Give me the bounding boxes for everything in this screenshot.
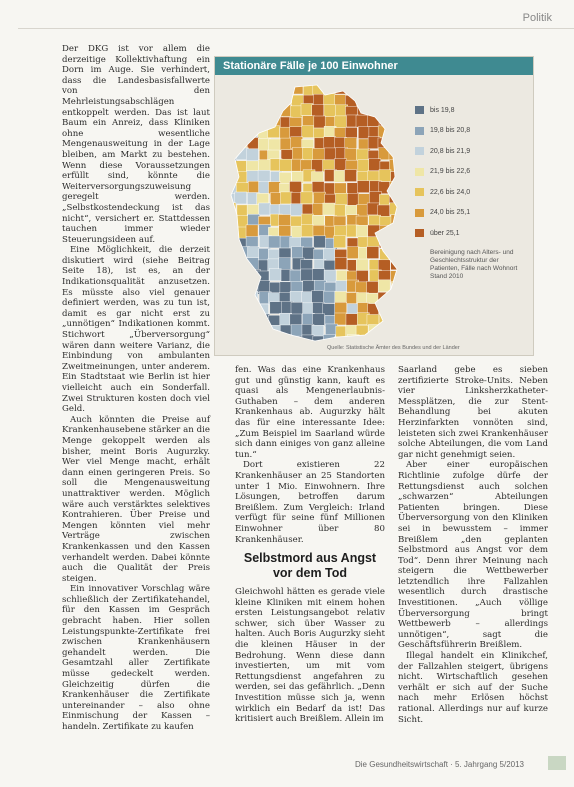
map-region bbox=[335, 302, 347, 314]
map-region bbox=[323, 335, 335, 345]
map-region bbox=[246, 105, 258, 117]
map-region bbox=[400, 193, 412, 205]
map-region bbox=[269, 93, 281, 105]
paragraph: fen. Was das eine Krankenhaus gut und günstig kann, kauft es quasi als Mengenerlaubnis-Guthaben – dem anderen Krankenhaus ab. Augurzky hält das für eine interessante Idee: „Zum Beispiel im Saarland würde sich dann einiges von ganz alleine tun.“ bbox=[235, 365, 385, 460]
map-region bbox=[236, 281, 248, 293]
map-region bbox=[401, 336, 413, 345]
map-region bbox=[225, 93, 236, 105]
map-region bbox=[401, 315, 413, 327]
map-region bbox=[356, 259, 368, 271]
map-region bbox=[356, 225, 368, 237]
map-legend bbox=[415, 105, 527, 281]
map-region bbox=[312, 291, 324, 303]
map-region bbox=[225, 127, 236, 139]
map-region bbox=[279, 258, 291, 270]
map-region bbox=[301, 269, 313, 281]
legend-swatch bbox=[415, 147, 424, 155]
map-region bbox=[400, 215, 412, 227]
legend-item bbox=[415, 146, 527, 156]
map-region bbox=[400, 148, 412, 160]
legend-label: 22,6 bis 24,0 bbox=[430, 188, 471, 196]
map-region bbox=[280, 192, 292, 204]
map-region bbox=[290, 106, 302, 118]
legend-item bbox=[415, 126, 527, 136]
map-region bbox=[389, 105, 401, 117]
map-region bbox=[247, 258, 259, 270]
map-region bbox=[247, 302, 259, 314]
legend-swatch bbox=[415, 168, 424, 176]
map-region bbox=[248, 117, 260, 129]
map-region bbox=[280, 159, 292, 171]
map-figure bbox=[214, 56, 534, 356]
legend-label: 19,8 bis 20,8 bbox=[430, 127, 471, 134]
map-region bbox=[313, 314, 325, 326]
map-region bbox=[335, 291, 347, 303]
map-region bbox=[235, 104, 247, 116]
map-region bbox=[400, 291, 412, 303]
map-region bbox=[391, 281, 403, 293]
map-region bbox=[391, 336, 403, 345]
page-footer: Die Gesundheitswirtschaft · 5. Jahrgang 5/2013 bbox=[355, 760, 524, 769]
map-region bbox=[345, 170, 357, 182]
article-column-1 bbox=[62, 44, 210, 733]
map-region bbox=[390, 236, 402, 248]
map-region bbox=[334, 170, 346, 182]
figure-title: Stationäre Fälle je 100 Einwohner bbox=[215, 57, 533, 75]
map-region bbox=[247, 138, 259, 150]
map-region bbox=[246, 225, 258, 237]
map-region bbox=[378, 280, 390, 292]
map-region bbox=[402, 304, 414, 316]
map-region bbox=[248, 214, 260, 226]
header-rule bbox=[18, 28, 574, 29]
map-region bbox=[226, 249, 238, 261]
map-region bbox=[379, 170, 391, 182]
map-region bbox=[389, 326, 401, 338]
map-region bbox=[401, 126, 413, 138]
legend-item bbox=[415, 105, 527, 115]
map-region bbox=[356, 83, 368, 94]
map-region bbox=[246, 127, 258, 139]
map-region bbox=[313, 225, 325, 237]
map-region bbox=[301, 225, 313, 237]
page-number-box bbox=[548, 756, 566, 770]
map-region bbox=[378, 335, 390, 345]
map-region bbox=[303, 247, 315, 259]
paragraph: Der DKG ist vor allem die derzeitige Kollektivhaftung ein Dorn im Auge. Sie verhindert, dass die Landesbasisfallwerte von den Mehrleistungsabschlägen entkoppelt werden. Das ist laut Baum ein Anreiz, dass Kliniken ohne wesentliche Mengenausweitung in der Lage bleiben, am Markt zu bestehen. Wenn diese Voraussetzungen erfüllt sind, könnte die Weiterversorgungszuweisung geregelt werden. „Selbstkostendeckung ist das nicht“, versichert er. Stattdessen tauchen immer wieder Steuerungsideen auf. bbox=[62, 44, 210, 245]
paragraph: Saarland gebe es sieben zertifizierte Stroke-Units. Neben vier Linksherzkatheter-Messplätzen, die zur Stent-Behandlung bei akuten Herzinfarkten vonnöten sind, leisteten sich zwei Krankenhäuser solche Abteilungen, die vom Land gar nicht genehmigt seien. bbox=[398, 365, 548, 460]
map-region bbox=[225, 280, 236, 292]
map-region bbox=[301, 214, 313, 226]
paragraph: Gleichwohl hätten es gerade viele kleine Kliniken mit einem hohen ersten Leistungsangebot relativ schwer, sich über Wasser zu halten. Auch Boris Augurzky sieht die kleinen Häuser in der Bedrohung. Wenn diese dann investierten, um mit vom Rettungsdienst angefahren zu werden, sei das gefährlich. „Denn Investition müsse sich ja, wenn wirklich ein Bedarf da ist! Das kritisiert auch Breißlem. Allein im bbox=[235, 587, 385, 725]
map-region bbox=[401, 105, 413, 117]
map-region bbox=[389, 116, 401, 128]
map-region bbox=[380, 94, 392, 106]
map-region bbox=[292, 247, 304, 259]
map-region bbox=[236, 83, 248, 95]
map-region bbox=[237, 117, 249, 129]
article-column-2 bbox=[235, 365, 385, 725]
map-region bbox=[237, 302, 249, 314]
map-region bbox=[324, 137, 336, 149]
map-region bbox=[226, 227, 238, 239]
map-region bbox=[226, 258, 238, 270]
map-region bbox=[324, 105, 336, 117]
paragraph: Auch könnten die Preise auf Krankenhausebene stärker an die Menge gekoppelt werden als bisher, meint Boris Augurzky. Wer viel Menge macht, erhält dann einen geringeren Preis. So soll die Mengenausweitung unattraktiver werden. Möglich wäre auch verstärktes selektives Kontrahieren. Über Preise und Mengen könnten viel mehr Verträge zwischen Krankenkassen und den Kassen verhandelt werden. Dabei könnte auch die Qualität der Preis steigen. bbox=[62, 414, 210, 584]
legend-label: über 25,1 bbox=[430, 229, 460, 237]
map-region bbox=[268, 236, 280, 248]
map-region bbox=[291, 302, 303, 314]
map-region bbox=[358, 160, 370, 172]
map-region bbox=[268, 104, 280, 116]
map-region bbox=[247, 247, 259, 259]
legend-label: 21,9 bis 22,6 bbox=[430, 168, 471, 175]
map-region bbox=[334, 204, 346, 216]
paragraph: Dort existieren 22 Krankenhäuser an 25 Standorten unter 1 Mio. Einwohnern. Ihre Lösungen, betroffen darum Breißlem. Zum Vergleich: Irland verfügt für seine fünf Millionen Einwohner über 80 Krankenhäuser. bbox=[235, 460, 385, 545]
map-region bbox=[225, 83, 237, 94]
map-region bbox=[312, 105, 324, 117]
map-region bbox=[301, 192, 313, 204]
map-region bbox=[367, 95, 379, 107]
legend-label: 24,0 bis 25,1 bbox=[430, 209, 471, 216]
map-region bbox=[258, 117, 270, 129]
map-region bbox=[389, 160, 401, 172]
map-region bbox=[313, 148, 325, 160]
map-region bbox=[391, 271, 403, 283]
map-region bbox=[247, 324, 259, 336]
map-region bbox=[225, 161, 237, 173]
map-region bbox=[390, 249, 402, 261]
map-region bbox=[290, 181, 302, 193]
map-region bbox=[357, 181, 369, 193]
map-region bbox=[413, 336, 415, 345]
map-region bbox=[402, 325, 414, 337]
map-region bbox=[268, 83, 280, 95]
map-region bbox=[413, 313, 415, 325]
map-region bbox=[246, 336, 258, 345]
map-region bbox=[257, 337, 269, 345]
map-region bbox=[246, 94, 258, 106]
map-region bbox=[226, 116, 238, 128]
map-region bbox=[280, 138, 292, 150]
legend-swatch bbox=[415, 188, 424, 196]
map-region bbox=[323, 248, 335, 260]
map-region bbox=[279, 215, 291, 227]
map-region bbox=[334, 236, 346, 248]
map-region bbox=[389, 138, 401, 150]
map-region bbox=[400, 172, 412, 184]
map-region bbox=[258, 95, 270, 107]
legend-label: 20,8 bis 21,9 bbox=[430, 147, 471, 155]
map-region bbox=[247, 171, 259, 183]
map-region bbox=[258, 138, 270, 150]
map-region bbox=[367, 281, 379, 293]
map-region bbox=[367, 247, 379, 259]
map-region bbox=[258, 324, 270, 336]
legend-note: Bereinigung nach Alters- und Geschlechtsstruktur der Patienten, Fälle nach Wohnort Stand 2010 bbox=[430, 248, 518, 280]
map-region bbox=[368, 83, 380, 95]
map-region bbox=[389, 302, 401, 314]
map-region bbox=[400, 93, 412, 105]
map-region bbox=[391, 215, 403, 227]
map-region bbox=[290, 270, 302, 282]
legend-item bbox=[415, 167, 527, 177]
legend-label: bis 19,8 bbox=[430, 106, 455, 114]
legend-swatch bbox=[415, 209, 424, 217]
map-region bbox=[236, 313, 248, 325]
legend-item bbox=[415, 208, 527, 218]
map-region bbox=[347, 194, 359, 206]
map-region bbox=[237, 94, 249, 106]
legend-swatch bbox=[415, 106, 424, 114]
map-region bbox=[356, 115, 368, 127]
map-region bbox=[411, 325, 415, 337]
legend-item bbox=[415, 187, 527, 197]
map-region bbox=[413, 293, 415, 305]
figure-source: Quelle: Statistische Ämter des Bundes und der Länder bbox=[327, 345, 460, 351]
article-column-3 bbox=[398, 365, 548, 725]
map-region bbox=[235, 227, 247, 239]
legend-swatch bbox=[415, 229, 424, 237]
map-region bbox=[248, 83, 260, 95]
paragraph: Aber einer europäischen Richtlinie zufolge dürfe der Rettungsdienst auch solchen „schwarzen“ Abteilungen Patienten bringen. Diese Überversorgung von den Kliniken sei in bewusstem – immer Breißlem „den geplanten Selbstmord aus Angst vor dem Tod“. Denn ihrer Meinung nach steigern die Wettbewerber letztendlich ihre Fallzahlen wesentlich durch drastische Investitionen. „Auch völlige Überversorgung bringt Wettbewerb – allerdings unnötigen“, sagt die Geschäftsführerin Breißlem. bbox=[398, 460, 548, 651]
paragraph: Ein innovativer Vorschlag wäre schließlich der Zertifikatehandel, für den Kassen im Gespräch gebracht haben. Hier sollen Leistungspunkte-Zertifikate frei zwischen Krankenhäusern gehandelt werden. Die Gesamtzahl aller Zertifikate müsse gedeckelt werden. Gleichzeitig dürfen die Krankenhäuser die Zertifikate untereinander – also ohne Einmischung der Kassen – handeln. Zertifikate zu kaufen bbox=[62, 584, 210, 732]
map-region bbox=[367, 337, 379, 345]
map-region bbox=[367, 203, 379, 215]
map-region bbox=[259, 203, 271, 215]
map-region bbox=[269, 182, 281, 194]
map-region bbox=[324, 291, 336, 303]
map-region bbox=[402, 258, 414, 270]
map-region bbox=[226, 271, 238, 283]
map-region bbox=[389, 95, 401, 107]
map-region bbox=[269, 269, 281, 281]
map-region bbox=[279, 225, 291, 237]
germany-choropleth-map bbox=[225, 83, 415, 345]
map-region bbox=[226, 104, 238, 116]
map-region bbox=[226, 304, 238, 316]
map-region bbox=[390, 83, 402, 94]
map-region bbox=[236, 259, 248, 271]
map-region bbox=[257, 84, 269, 96]
map-region bbox=[226, 314, 238, 326]
map-region bbox=[258, 281, 270, 293]
map-region bbox=[347, 247, 359, 259]
map-region bbox=[312, 182, 324, 194]
map-region bbox=[379, 115, 391, 127]
map-region bbox=[401, 204, 413, 216]
map-region bbox=[270, 302, 282, 314]
map-region bbox=[346, 314, 358, 326]
map-region bbox=[411, 83, 415, 94]
map-region bbox=[324, 148, 336, 160]
map-region bbox=[389, 313, 401, 325]
map-region bbox=[413, 281, 415, 293]
legend-item bbox=[415, 228, 527, 238]
map-region bbox=[400, 138, 412, 150]
map-region bbox=[401, 269, 413, 281]
map-region bbox=[236, 271, 248, 283]
map-region bbox=[390, 227, 402, 239]
map-region bbox=[258, 314, 270, 326]
map-region bbox=[226, 171, 238, 183]
paragraph: Illegal handelt ein Klinikchef, der Fallzahlen steigert, übrigens nicht. Wirtschaftlich gesehen verhält er sich auf der Suche nach mehr Erlösen höchst rational. Allerdings nur auf kurze Sicht. bbox=[398, 651, 548, 725]
map-region bbox=[323, 94, 335, 106]
map-region bbox=[259, 104, 271, 116]
map-region bbox=[235, 192, 247, 204]
map-region bbox=[346, 83, 358, 94]
map-region bbox=[400, 181, 412, 193]
map-region bbox=[334, 159, 346, 171]
map-region bbox=[356, 282, 368, 294]
map-region bbox=[281, 83, 293, 94]
map-region bbox=[390, 128, 402, 140]
map-region bbox=[302, 126, 314, 138]
map-region bbox=[379, 302, 391, 314]
map-region bbox=[402, 237, 414, 249]
map-region bbox=[369, 159, 381, 171]
map-region bbox=[411, 302, 415, 314]
map-region bbox=[358, 335, 370, 345]
paragraph: Eine Möglichkeit, die derzeit diskutiert wird (siehe Beitrag Seite 18), ist es, an der Indikationsqualität anzusetzen. Es müsste also viel genauer definiert werden, was zu tun ist, damit es gar nicht erst zu „unnötigen“ Indikationen kommt. Stichwort „Überversorgung“ wären dann weitere Varianz, die Einbindung von ambulanten Zweitmeinungen, unter anderem. Ein Stadtstaat wie Berlin ist hier vielleicht auch ein Sonderfall. Zwei Strukturen kosten doch viel Geld. bbox=[62, 245, 210, 415]
map-region bbox=[313, 192, 325, 204]
map-region bbox=[226, 137, 238, 149]
map-region bbox=[235, 291, 247, 303]
map-region bbox=[335, 116, 347, 128]
map-region bbox=[334, 337, 346, 345]
map-region bbox=[357, 94, 369, 106]
map-region bbox=[402, 115, 414, 127]
map-region bbox=[226, 293, 238, 305]
map-region bbox=[269, 337, 281, 345]
map-region bbox=[225, 216, 237, 228]
legend-swatch bbox=[415, 127, 424, 135]
map-region bbox=[258, 160, 270, 172]
map-region bbox=[301, 104, 313, 116]
map-region bbox=[389, 291, 401, 303]
map-region bbox=[378, 104, 390, 116]
map-region bbox=[290, 204, 302, 216]
map-region bbox=[380, 83, 392, 94]
map-region bbox=[402, 281, 414, 293]
map-region bbox=[235, 325, 247, 337]
map-region bbox=[356, 149, 368, 161]
map-region bbox=[378, 292, 390, 304]
map-region bbox=[269, 139, 281, 151]
map-region bbox=[335, 258, 347, 270]
map-region bbox=[291, 83, 303, 94]
map-region bbox=[279, 105, 291, 117]
map-region bbox=[280, 335, 292, 345]
map-region bbox=[248, 313, 260, 325]
map-region bbox=[323, 203, 335, 215]
map-region bbox=[400, 249, 412, 261]
map-region bbox=[237, 127, 249, 139]
map-region bbox=[345, 148, 357, 160]
map-region bbox=[226, 237, 238, 249]
map-region bbox=[225, 337, 237, 345]
map-region bbox=[235, 336, 247, 345]
map-region bbox=[312, 269, 324, 281]
map-region bbox=[291, 325, 303, 337]
map-region bbox=[258, 170, 270, 182]
map-region bbox=[314, 236, 326, 248]
map-region bbox=[402, 161, 414, 173]
section-label: Politik bbox=[522, 12, 552, 24]
map-region bbox=[290, 314, 302, 326]
subheading: Selbstmord aus Angst vor dem Tod bbox=[243, 551, 377, 581]
map-region bbox=[401, 84, 413, 96]
map-region bbox=[291, 137, 303, 149]
map-region bbox=[335, 193, 347, 205]
map-region bbox=[378, 324, 390, 336]
map-region bbox=[246, 149, 258, 161]
map-region bbox=[225, 325, 237, 337]
map-region bbox=[335, 313, 347, 325]
map-region bbox=[336, 281, 348, 293]
map-region bbox=[400, 227, 412, 239]
